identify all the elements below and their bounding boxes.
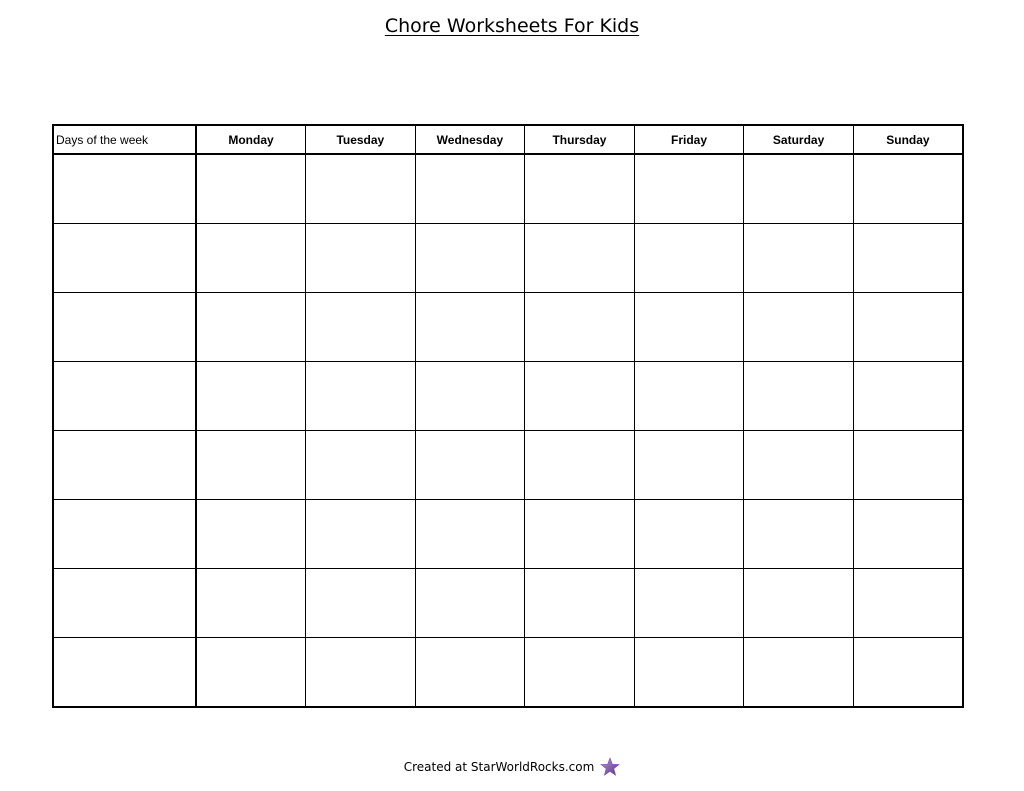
chore-day-cell[interactable] (415, 293, 525, 362)
chore-day-cell[interactable] (853, 638, 963, 708)
footer-credit: Created at StarWorldRocks.com (403, 760, 595, 774)
day-header-saturday: Saturday (744, 125, 854, 154)
chore-day-cell[interactable] (415, 224, 525, 293)
chore-day-cell[interactable] (415, 500, 525, 569)
chore-name-cell[interactable] (53, 569, 196, 638)
chore-chart-table (52, 124, 964, 708)
chore-name-cell[interactable] (53, 431, 196, 500)
chore-day-cell[interactable] (525, 293, 635, 362)
chore-row (53, 569, 963, 638)
chore-day-cell[interactable] (525, 500, 635, 569)
chore-day-cell[interactable] (525, 638, 635, 708)
chore-row (53, 431, 963, 500)
chore-day-cell[interactable] (853, 154, 963, 224)
page-title: Chore Worksheets For Kids (384, 15, 640, 37)
day-header-sunday: Sunday (853, 125, 963, 154)
chore-row (53, 500, 963, 569)
chore-day-cell[interactable] (634, 638, 744, 708)
chore-name-cell[interactable] (53, 154, 196, 224)
chore-day-cell[interactable] (415, 154, 525, 224)
chore-day-cell[interactable] (744, 293, 854, 362)
chore-day-cell[interactable] (525, 431, 635, 500)
chore-day-cell[interactable] (415, 569, 525, 638)
days-of-week-label: Days of the week (53, 125, 196, 154)
chore-day-cell[interactable] (196, 569, 306, 638)
day-header-friday: Friday (634, 125, 744, 154)
chore-day-cell[interactable] (853, 293, 963, 362)
chore-day-cell[interactable] (634, 500, 744, 569)
chore-day-cell[interactable] (196, 224, 306, 293)
chore-day-cell[interactable] (744, 431, 854, 500)
chore-day-cell[interactable] (306, 362, 416, 431)
chore-day-cell[interactable] (196, 431, 306, 500)
chore-day-cell[interactable] (306, 569, 416, 638)
chore-name-cell[interactable] (53, 362, 196, 431)
chore-row (53, 224, 963, 293)
chore-day-cell[interactable] (196, 362, 306, 431)
day-header-tuesday: Tuesday (306, 125, 416, 154)
chore-day-cell[interactable] (853, 224, 963, 293)
chore-day-cell[interactable] (306, 638, 416, 708)
chore-row (53, 638, 963, 708)
chore-day-cell[interactable] (415, 431, 525, 500)
chore-day-cell[interactable] (306, 293, 416, 362)
chore-day-cell[interactable] (306, 154, 416, 224)
chore-row (53, 293, 963, 362)
chore-day-cell[interactable] (634, 362, 744, 431)
header-row (53, 125, 963, 154)
chore-row (53, 362, 963, 431)
chore-name-cell[interactable] (53, 224, 196, 293)
footer (0, 757, 1024, 777)
chore-day-cell[interactable] (525, 154, 635, 224)
chore-day-cell[interactable] (744, 154, 854, 224)
chore-rows (53, 154, 963, 707)
day-header-monday: Monday (196, 125, 306, 154)
chore-day-cell[interactable] (196, 500, 306, 569)
chore-day-cell[interactable] (744, 224, 854, 293)
star-icon (600, 757, 620, 777)
chore-day-cell[interactable] (306, 500, 416, 569)
day-header-wednesday: Wednesday (415, 125, 525, 154)
chore-day-cell[interactable] (306, 224, 416, 293)
chore-day-cell[interactable] (744, 569, 854, 638)
chore-day-cell[interactable] (196, 154, 306, 224)
chore-day-cell[interactable] (634, 154, 744, 224)
chore-day-cell[interactable] (744, 500, 854, 569)
chore-day-cell[interactable] (415, 362, 525, 431)
chore-row (53, 154, 963, 224)
chore-name-cell[interactable] (53, 500, 196, 569)
chore-day-cell[interactable] (634, 224, 744, 293)
day-header-thursday: Thursday (525, 125, 635, 154)
chore-day-cell[interactable] (853, 431, 963, 500)
chore-day-cell[interactable] (853, 500, 963, 569)
chore-day-cell[interactable] (634, 293, 744, 362)
chore-day-cell[interactable] (744, 638, 854, 708)
chore-day-cell[interactable] (634, 569, 744, 638)
chore-day-cell[interactable] (525, 569, 635, 638)
chore-name-cell[interactable] (53, 638, 196, 708)
chore-day-cell[interactable] (196, 293, 306, 362)
chore-day-cell[interactable] (634, 431, 744, 500)
chore-day-cell[interactable] (853, 569, 963, 638)
chore-day-cell[interactable] (525, 224, 635, 293)
chore-day-cell[interactable] (525, 362, 635, 431)
chore-day-cell[interactable] (196, 638, 306, 708)
chore-day-cell[interactable] (853, 362, 963, 431)
chore-day-cell[interactable] (744, 362, 854, 431)
chore-day-cell[interactable] (306, 431, 416, 500)
chore-name-cell[interactable] (53, 293, 196, 362)
chore-day-cell[interactable] (415, 638, 525, 708)
